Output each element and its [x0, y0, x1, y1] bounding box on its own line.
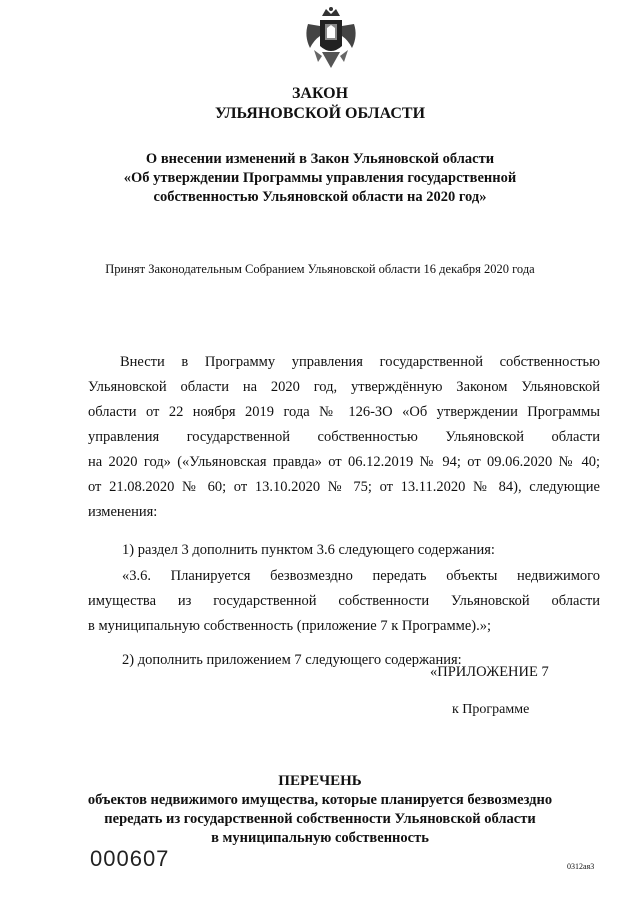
list-item-2: 2) дополнить приложением 7 следующего содержания: — [122, 652, 462, 668]
paragraph-line: Ульяновской области на 2020 год, утверждённую Законом Ульяновской — [88, 379, 600, 395]
appendix-label: «ПРИЛОЖЕНИЕ 7 — [430, 664, 549, 680]
law-title: ЗАКОН — [291, 85, 349, 102]
subject-line: собственностью Ульяновской области на 2020 год» — [153, 189, 487, 205]
list-title-heading: ПЕРЕЧЕНЬ — [278, 773, 362, 789]
law-subject — [90, 150, 550, 207]
list-title-line: в муниципальную собственность — [211, 830, 429, 846]
quote-line: в муниципальную собственность (приложение 7 к Программе).»; — [88, 618, 491, 634]
paragraph-line: от 21.08.2020 № 60; от 13.10.2020 № 75; от 13.11.2020 № 84), следующие — [88, 479, 600, 495]
paragraph-line: управления государственной собственностью Ульяновской области — [88, 429, 600, 445]
paragraph-line: области от 22 ноября 2019 года № 126-ЗО «Об утверждении Программы — [88, 404, 600, 420]
paragraph-line: изменения: — [88, 504, 158, 520]
appendix-to-program: к Программе — [452, 702, 530, 717]
subject-line: О внесении изменений в Закон Ульяновской области — [145, 151, 495, 167]
paragraph-line: на 2020 год» («Ульяновская правда» от 06.12.2019 № 94; от 09.06.2020 № 40; — [88, 454, 600, 470]
paragraph-line: Внести в Программу управления государственной собственностью — [120, 354, 600, 370]
region-title: УЛЬЯНОВСКОЙ ОБЛАСТИ — [214, 105, 426, 122]
list-title-line: передать из государственной собственности Ульяновской области — [104, 811, 536, 827]
list-title-line: объектов недвижимого имущества, которые планируется безвозмездно — [87, 792, 553, 808]
adoption-statement: Принят Законодательным Собранием Ульяновской области 16 декабря 2020 года — [105, 262, 535, 276]
subject-line: «Об утверждении Программы управления государственной — [123, 170, 517, 186]
paragraph-amendment — [88, 350, 600, 525]
quote-line: имущества из государственной собственности Ульяновской области — [88, 593, 600, 609]
quote-section-3-6 — [88, 564, 600, 639]
document-code: 0312ая3 — [567, 862, 595, 871]
registration-number: 000607 — [90, 846, 170, 871]
list-title — [0, 772, 640, 848]
quote-line: «3.6. Планируется безвозмездно передать объекты недвижимого — [122, 568, 600, 584]
coat-of-arms-emblem-icon — [300, 6, 362, 72]
list-item-1: 1) раздел 3 дополнить пунктом 3.6 следующего содержания: — [122, 542, 495, 558]
